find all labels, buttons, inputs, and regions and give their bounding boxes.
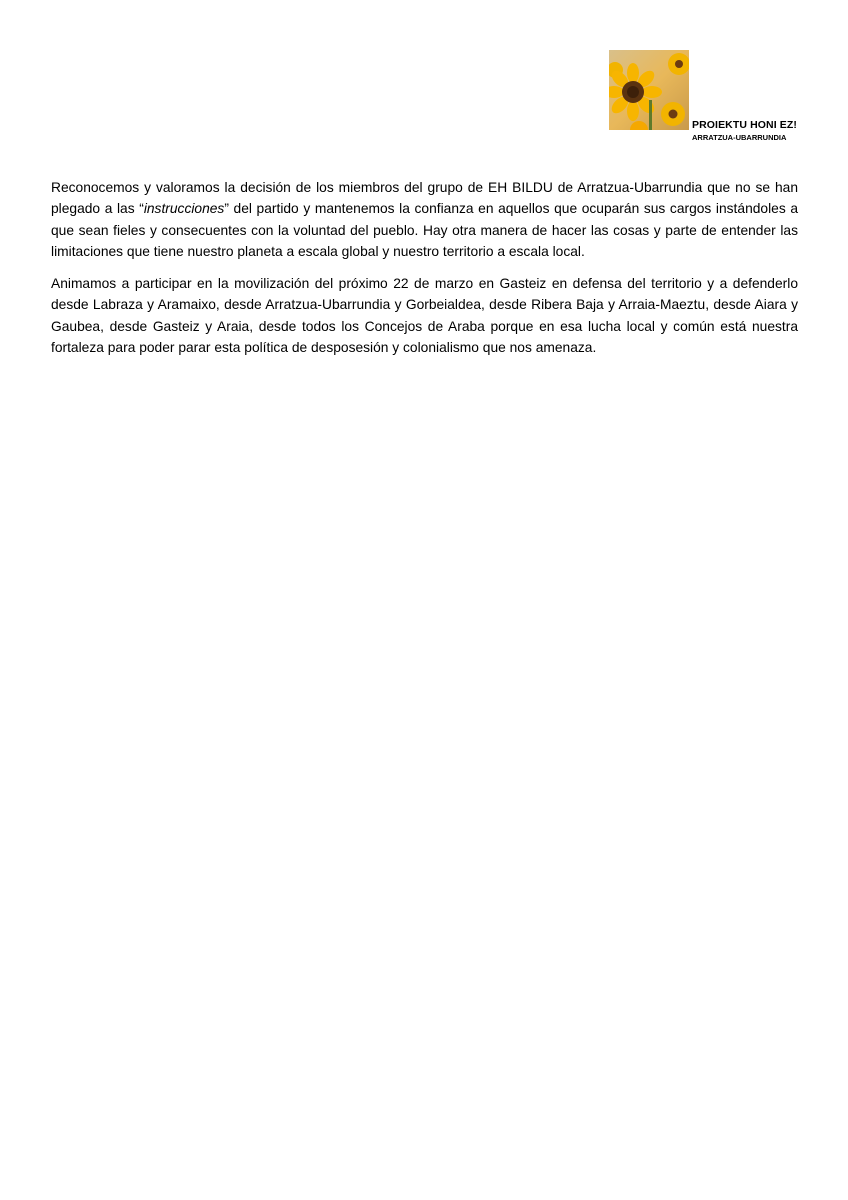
sunflower-photo-icon xyxy=(609,50,689,130)
campaign-location: ARRATZUA-UBARRUNDIA xyxy=(692,133,787,142)
document-body xyxy=(51,177,798,369)
paragraph-1-start: Reconocemos y valoramos la decisión de los miembros del grupo de EH BILDU de Arratzua-Ubarrundia que no se han plegado a las “ xyxy=(51,180,798,217)
paragraph-1-emphasis: instrucciones xyxy=(143,201,225,217)
paragraph-2: Animamos a participar en la movilización del próximo 22 de marzo en Gasteiz en defensa del territorio y a defenderlo desde Labraza y Aramaixo, desde Arratzua-Ubarrundia y Gorbeialdea, desde Ribera Baja y Arraia-Maeztu, desde Aiara y Gaubea, desde Gasteiz y Araia, desde todos los Concejos de Araba porque en esa lucha local y común está nuestra fortaleza para poder parar esta política de desposesión y colonialismo que nos amenaza. xyxy=(51,276,798,356)
paragraph-1 xyxy=(51,177,798,262)
paragraph-1-end: ” del partido y mantenemos la confianza en aquellos que ocuparán sus cargos instándoles a que sean fieles y consecuentes con la voluntad del pueblo. Hay otra manera de hacer las cosas y parte de entender las limitaciones que tiene nuestro planeta a escala global y nuestro territorio a escala local. xyxy=(51,201,798,259)
campaign-title: PROIEKTU HONI EZ! xyxy=(692,119,797,131)
